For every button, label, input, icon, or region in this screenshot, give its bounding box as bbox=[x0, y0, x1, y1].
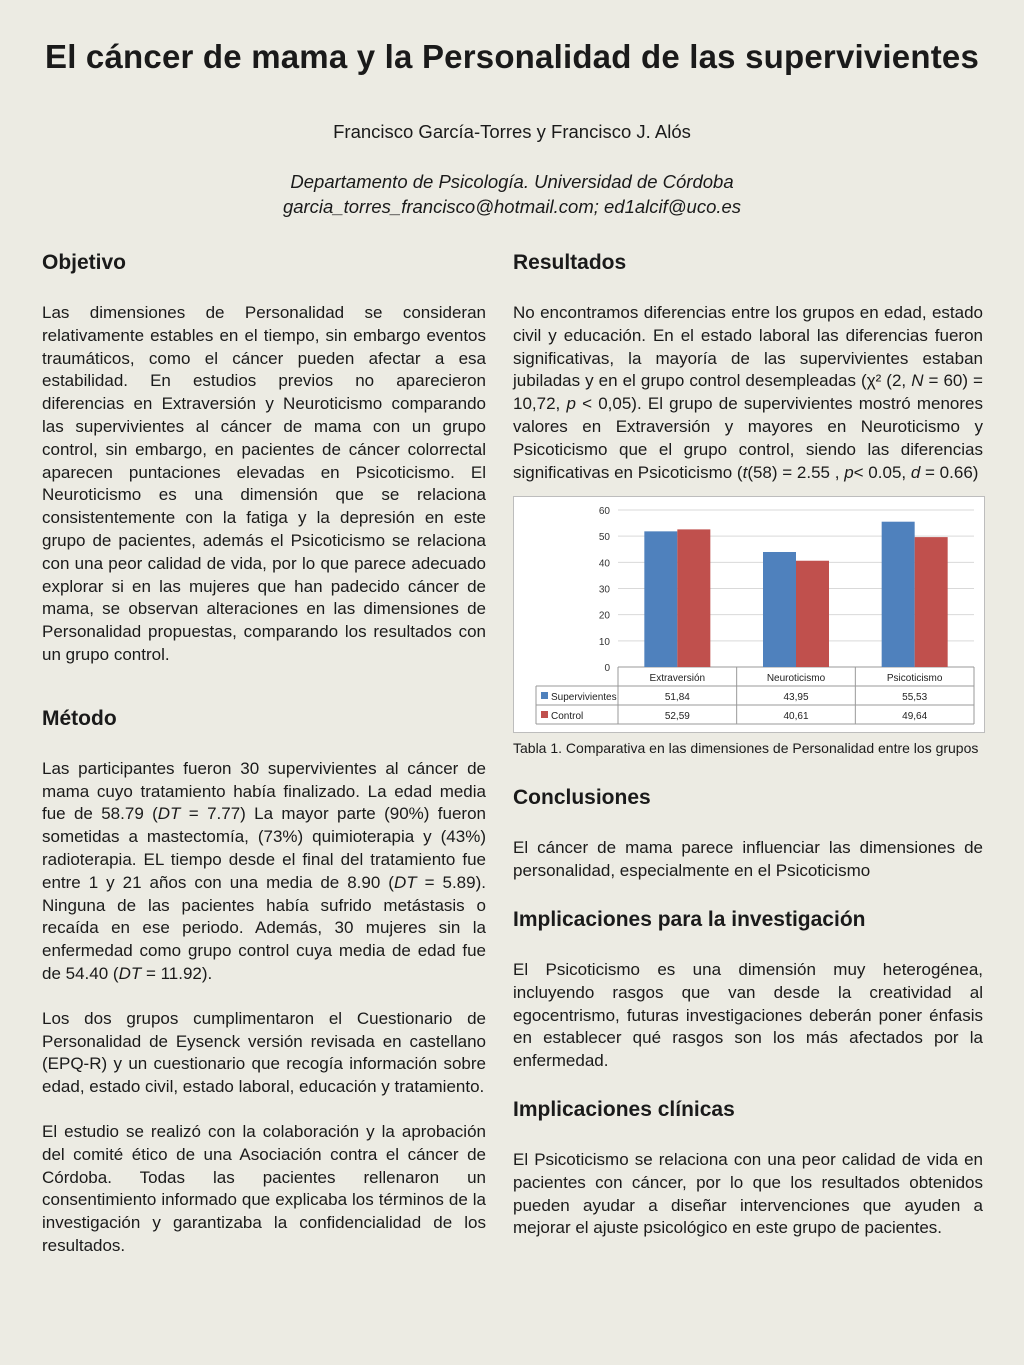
legend-label: Control bbox=[551, 711, 584, 723]
resultados-text: No encontramos diferencias entre los grupos en edad, estado civil y educación. En el estado laboral las diferencias fueron significativas, la mayoría de las supervivientes estaban jubiladas y en el grupo control desempleadas (χ² (2, N = 60) = 10,72, p < 0,05). El grupo de supervivientes mostró menores valores en Extraversión y mayores en Neuroticismo y Psicoticismo que el grupo control, siendo las diferencias significativas en Psicoticismo (t(58) = 2.55 , p< 0.05, d = 0.66) bbox=[513, 303, 983, 482]
impl-investigacion-text: El Psicoticismo es una dimensión muy heterogénea, incluyendo rasgos que van desde la creatividad al egocentrismo, futuras investigaciones deberán poner énfasis en establecer qué rasgos son los más afectados por la enfermedad. bbox=[513, 959, 983, 1071]
metodo-paragraph-1: Las participantes fueron 30 supervivientes al cáncer de mama cuyo tratamiento había finalizado. La edad media fue de 58.79 (DT = 7.77) La mayor parte (90%) fueron sometidas a mastectomía, (73%) quimioterapia y (43%) radioterapia. EL tiempo desde el final del tratamiento fue entre 1 y 21 años con una media de 8.90 (DT = 5.89). Ninguna de las pacientes había sufrido metástasis o recaída en ese periodo. Además, 30 mujeres sin la enfermedad como grupo control cuya media de edad fue de 54.40 (DT = 11.92). bbox=[42, 758, 486, 983]
bar-supervivientes-2 bbox=[882, 522, 915, 667]
right-column bbox=[513, 248, 983, 1240]
results-chart bbox=[513, 496, 985, 733]
resultados-heading: Resultados bbox=[513, 251, 627, 274]
legend-label: Supervivientes bbox=[551, 692, 617, 704]
table-value: 51,84 bbox=[664, 692, 690, 704]
table-value: 55,53 bbox=[902, 692, 928, 704]
authors: Francisco García-Torres y Francisco J. Alós bbox=[333, 121, 691, 142]
legend-swatch-supervivientes bbox=[541, 692, 548, 699]
bar-control-0 bbox=[677, 530, 710, 668]
left-column bbox=[42, 248, 486, 1258]
y-tick-label: 50 bbox=[598, 532, 610, 544]
y-tick-label: 20 bbox=[598, 611, 610, 623]
metodo-paragraph-2: Los dos grupos cumplimentaron el Cuestionario de Personalidad de Eysenck versión revisada en castellano (EPQ-R) y un cuestionario que recogía información sobre edad, estado civil, estado laboral, educación y tratamiento. bbox=[42, 1008, 486, 1097]
department: Departamento de Psicología. Universidad de Córdoba bbox=[290, 171, 734, 192]
x-category-label: Neuroticismo bbox=[766, 673, 826, 685]
impl-clinicas-text: El Psicoticismo se relaciona con una peor calidad de vida en pacientes con cáncer, por lo que los resultados obtenidos pueden ayudar a diseñar intervenciones que ayuden a mejorar el ajuste psicológico en este grupo de pacientes. bbox=[513, 1149, 983, 1238]
y-tick-label: 30 bbox=[598, 584, 610, 596]
y-tick-label: 10 bbox=[598, 637, 610, 649]
conclusiones-text: El cáncer de mama parece influenciar las dimensiones de personalidad, especialmente en el Psicoticismo bbox=[513, 838, 983, 881]
x-category-label: Psicoticismo bbox=[886, 673, 943, 685]
metodo-heading: Método bbox=[42, 706, 117, 730]
objetivo-heading: Objetivo bbox=[42, 251, 127, 274]
bar-chart-svg bbox=[514, 497, 984, 732]
y-tick-label: 60 bbox=[598, 506, 610, 518]
y-tick-label: 0 bbox=[604, 663, 610, 675]
table-value: 52,59 bbox=[664, 711, 690, 723]
y-tick-label: 40 bbox=[598, 558, 610, 570]
impl-investigacion-heading: Implicaciones para la investigación bbox=[513, 907, 866, 931]
poster-title: El cáncer de mama y la Personalidad de las supervivientes bbox=[44, 38, 979, 75]
x-category-label: Extraversión bbox=[649, 673, 706, 685]
bar-control-1 bbox=[796, 561, 829, 667]
conclusiones-heading: Conclusiones bbox=[513, 786, 651, 810]
bar-control-2 bbox=[915, 537, 948, 667]
chart-caption: Tabla 1. Comparativa en las dimensiones de Personalidad entre los grupos bbox=[513, 740, 979, 757]
metodo-paragraph-3: El estudio se realizó con la colaboración y la aprobación del comité ético de una Asociación contra el cáncer de Córdoba. Todas las pacientes rellenaron un consentimiento informado que explicaba los términos de la investigación y garantizaba la confidencialidad de los resultados. bbox=[42, 1121, 486, 1255]
table-value: 40,61 bbox=[783, 711, 809, 723]
table-value: 49,64 bbox=[902, 711, 928, 723]
legend-swatch-control bbox=[541, 711, 548, 718]
impl-clinicas-heading: Implicaciones clínicas bbox=[513, 1097, 735, 1121]
table-value: 43,95 bbox=[783, 692, 809, 704]
bar-supervivientes-1 bbox=[763, 552, 796, 667]
emails: garcia_torres_francisco@hotmail.com; ed1alcif@uco.es bbox=[282, 196, 742, 217]
bar-supervivientes-0 bbox=[644, 532, 677, 668]
affiliation bbox=[0, 169, 1024, 219]
objetivo-text: Las dimensiones de Personalidad se consideran relativamente estables en el tiempo, sin embargo eventos traumáticos, como el cáncer pueden afectar a esa estabilidad. En estudios previos no aparecieron diferencias en Extraversión y Neuroticismo comparando las supervivientes al cáncer de mama con un grupo control, sin embargo, en pacientes de cáncer colorrectal aparecen puntaciones elevadas en Psicoticismo. El Neuroticismo es una dimensión que se relaciona consistentemente con la fatiga y la depresión en este grupo de pacientes, además el Psicoticismo se relaciona con una peor calidad de vida, por lo que parece adecuado explorar si en las mujeres que han padecido cáncer de mama, se observan alteraciones en las dimensiones de Personalidad propuestas, comparando los resultados con un grupo control. bbox=[42, 303, 486, 664]
